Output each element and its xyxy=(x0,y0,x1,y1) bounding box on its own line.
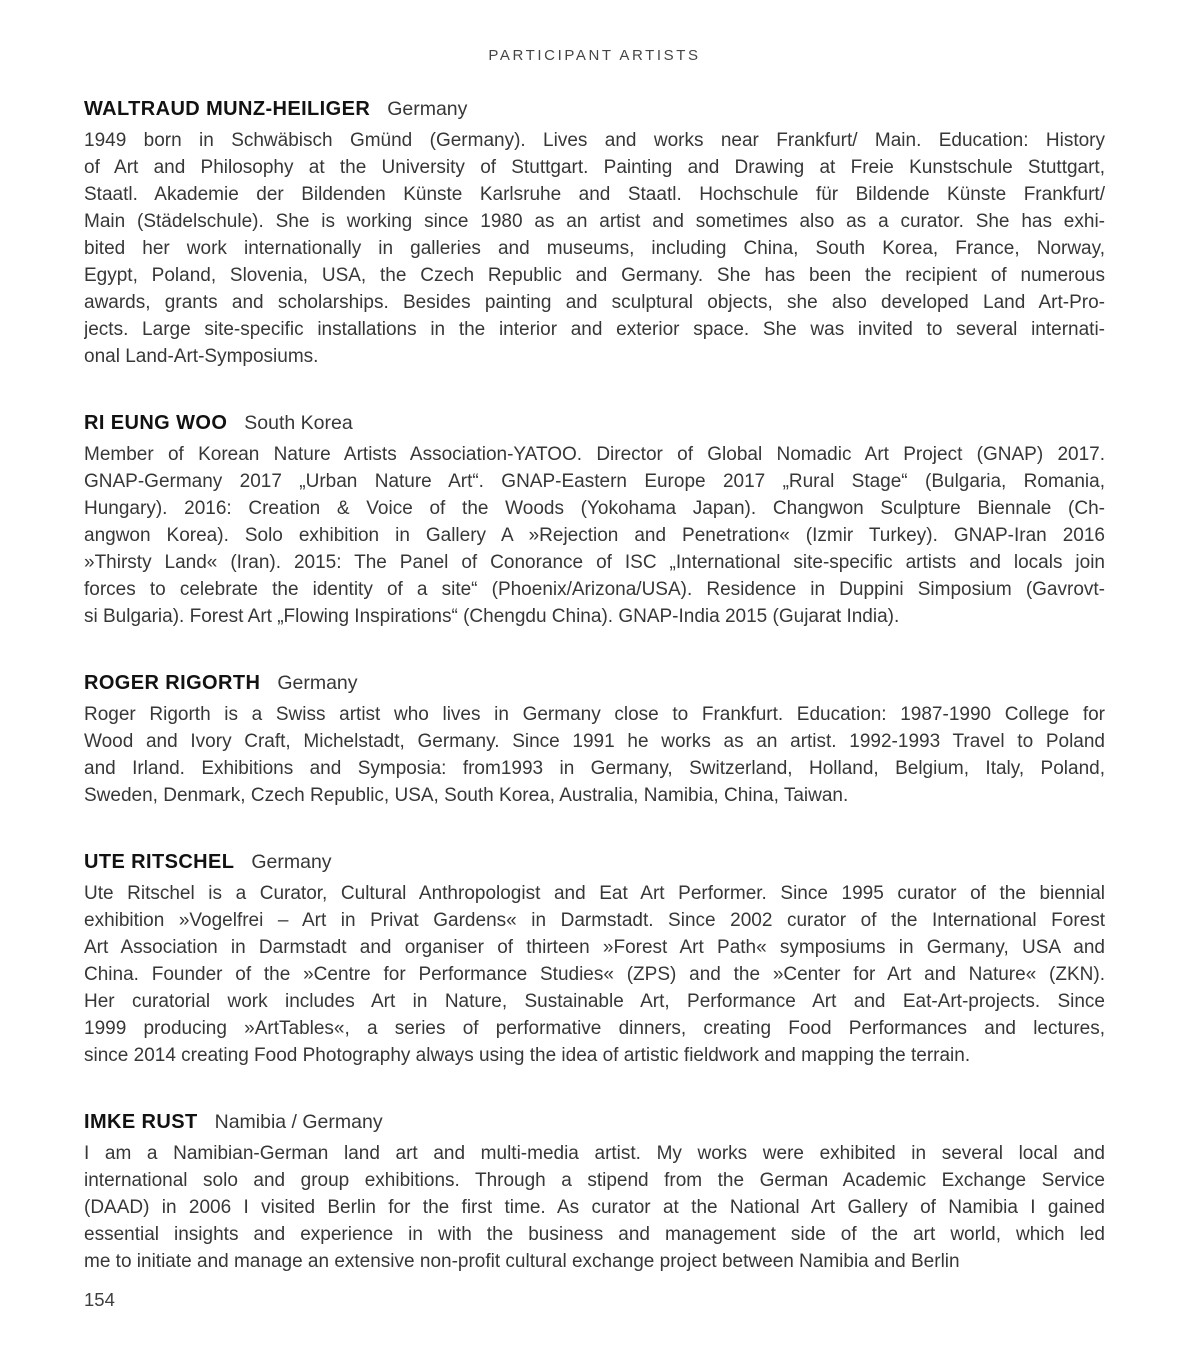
bio-line: of Art and Philosophy at the University of Stuttgart. Painting and Drawing at Freie Kunstschule Stuttgart, xyxy=(84,157,1105,178)
artist-country: Germany xyxy=(387,98,468,120)
bio-line: I am a Namibian-German land art and multi-media artist. My works were exhibited in several local and xyxy=(84,1143,1105,1164)
bio-line: (DAAD) in 2006 I visited Berlin for the first time. As curator at the National Art Gallery of Namibia I gained xyxy=(84,1197,1105,1218)
bio-line: angwon Korea). Solo exhibition in Gallery A »Rejection and Penetration« (Izmir Turkey). GNAP-Iran 2016 xyxy=(84,525,1105,546)
bio-line: since 2014 creating Food Photography always using the idea of artistic fieldwork and mapping the terrain. xyxy=(84,1045,971,1066)
page-number: 154 xyxy=(84,1289,115,1310)
bio-line: onal Land-Art-Symposiums. xyxy=(84,346,319,367)
bio-line: 1949 born in Schwäbisch Gmünd (Germany). Lives and works near Frankfurt/ Main. Education: History xyxy=(84,130,1105,151)
artist-section xyxy=(84,849,1105,1069)
bio-line: Ute Ritschel is a Curator, Cultural Anthropologist and Eat Art Performer. Since 1995 curator of the biennial xyxy=(84,883,1105,904)
artist-section xyxy=(84,1109,1105,1275)
artist-section xyxy=(84,410,1105,630)
bio-line: Hungary). 2016: Creation & Voice of the Woods (Yokohama Japan). Changwon Sculpture Biennale (Ch- xyxy=(84,498,1105,519)
artist-heading xyxy=(84,849,1105,877)
bio-line: Roger Rigorth is a Swiss artist who lives in Germany close to Frankfurt. Education: 1987-1990 College for xyxy=(84,704,1105,725)
artist-heading xyxy=(84,96,1105,124)
artist-name: UTE RITSCHEL xyxy=(84,851,235,873)
artist-section xyxy=(84,670,1105,809)
bio-line: Wood and Ivory Craft, Michelstadt, Germany. Since 1991 he works as an artist. 1992-1993 Travel to Poland xyxy=(84,731,1105,752)
bio-line: China. Founder of the »Centre for Performance Studies« (ZPS) and the »Center for Art and Nature« (ZKN). xyxy=(84,964,1105,985)
artist-bio xyxy=(84,1140,1105,1275)
artist-name: RI EUNG WOO xyxy=(84,412,228,434)
artist-country: Germany xyxy=(251,851,332,873)
bio-line: Egypt, Poland, Slovenia, USA, the Czech Republic and Germany. She has been the recipient of numerous xyxy=(84,265,1105,286)
bio-line: awards, grants and scholarships. Besides painting and sculptural objects, she also developed Land Art-Pro- xyxy=(84,292,1105,313)
bio-line: and Irland. Exhibitions and Symposia: from1993 in Germany, Switzerland, Holland, Belgium, Italy, Poland, xyxy=(84,758,1105,779)
artist-name: IMKE RUST xyxy=(84,1111,198,1133)
artist-section xyxy=(84,96,1105,370)
bio-line: exhibition »Vogelfrei – Art in Privat Gardens« in Darmstadt. Since 2002 curator of the International Forest xyxy=(84,910,1105,931)
bio-line: Art Association in Darmstadt and organiser of thirteen »Forest Art Path« symposiums in Germany, USA and xyxy=(84,937,1105,958)
bio-line: si Bulgaria). Forest Art „Flowing Inspirations“ (Chengdu China). GNAP-India 2015 (Gujarat India). xyxy=(84,606,900,627)
artist-country: Germany xyxy=(277,672,358,694)
bio-line: international solo and group exhibitions. Through a stipend from the German Academic Exchange Service xyxy=(84,1170,1105,1191)
bio-line: Main (Städelschule). She is working since 1980 as an artist and sometimes also as a curator. She has exhi- xyxy=(84,211,1105,232)
bio-line: jects. Large site-specific installations in the interior and exterior space. She was invited to several internati- xyxy=(84,319,1105,340)
artist-bio xyxy=(84,880,1105,1069)
bio-line: essential insights and experience in with the business and management side of the art world, which led xyxy=(84,1224,1105,1245)
artist-country: Namibia / Germany xyxy=(214,1111,383,1133)
bio-line: GNAP-Germany 2017 „Urban Nature Art“. GNAP-Eastern Europe 2017 „Rural Stage“ (Bulgaria, Romania, xyxy=(84,471,1105,492)
bio-line: »Thirsty Land« (Iran). 2015: The Panel of Conorance of ISC „International site-specific artists and locals join xyxy=(84,552,1105,573)
bio-line: 1999 producing »ArtTables«, a series of performative dinners, creating Food Performances and lectures, xyxy=(84,1018,1105,1039)
artist-heading xyxy=(84,410,1105,438)
bio-line: Staatl. Akademie der Bildenden Künste Karlsruhe and Staatl. Hochschule für Bildende Künste Frankfurt/ xyxy=(84,184,1105,205)
artist-bio-list xyxy=(84,96,1105,1275)
bio-line: Her curatorial work includes Art in Nature, Sustainable Art, Performance Art and Eat-Art-projects. Since xyxy=(84,991,1105,1012)
bio-line: me to initiate and manage an extensive non-profit cultural exchange project between Namibia and Berlin xyxy=(84,1251,960,1272)
artist-bio xyxy=(84,701,1105,809)
artist-country: South Korea xyxy=(244,412,353,434)
bio-line: forces to celebrate the identity of a site“ (Phoenix/Arizona/USA). Residence in Duppini Simposium (Gavrovt- xyxy=(84,579,1105,600)
artist-name: ROGER RIGORTH xyxy=(84,672,261,694)
bio-line: bited her work internationally in galleries and museums, including China, South Korea, France, Norway, xyxy=(84,238,1105,259)
artist-heading xyxy=(84,1109,1105,1137)
artist-name: WALTRAUD MUNZ-HEILIGER xyxy=(84,98,371,120)
bio-line: Member of Korean Nature Artists Association-YATOO. Director of Global Nomadic Art Project (GNAP) 2017. xyxy=(84,444,1105,465)
artist-bio xyxy=(84,441,1105,630)
artist-heading xyxy=(84,670,1105,698)
artist-bio xyxy=(84,127,1105,370)
bio-line: Sweden, Denmark, Czech Republic, USA, South Korea, Australia, Namibia, China, Taiwan. xyxy=(84,785,849,806)
page-header-title: PARTICIPANT ARTISTS xyxy=(488,47,701,64)
